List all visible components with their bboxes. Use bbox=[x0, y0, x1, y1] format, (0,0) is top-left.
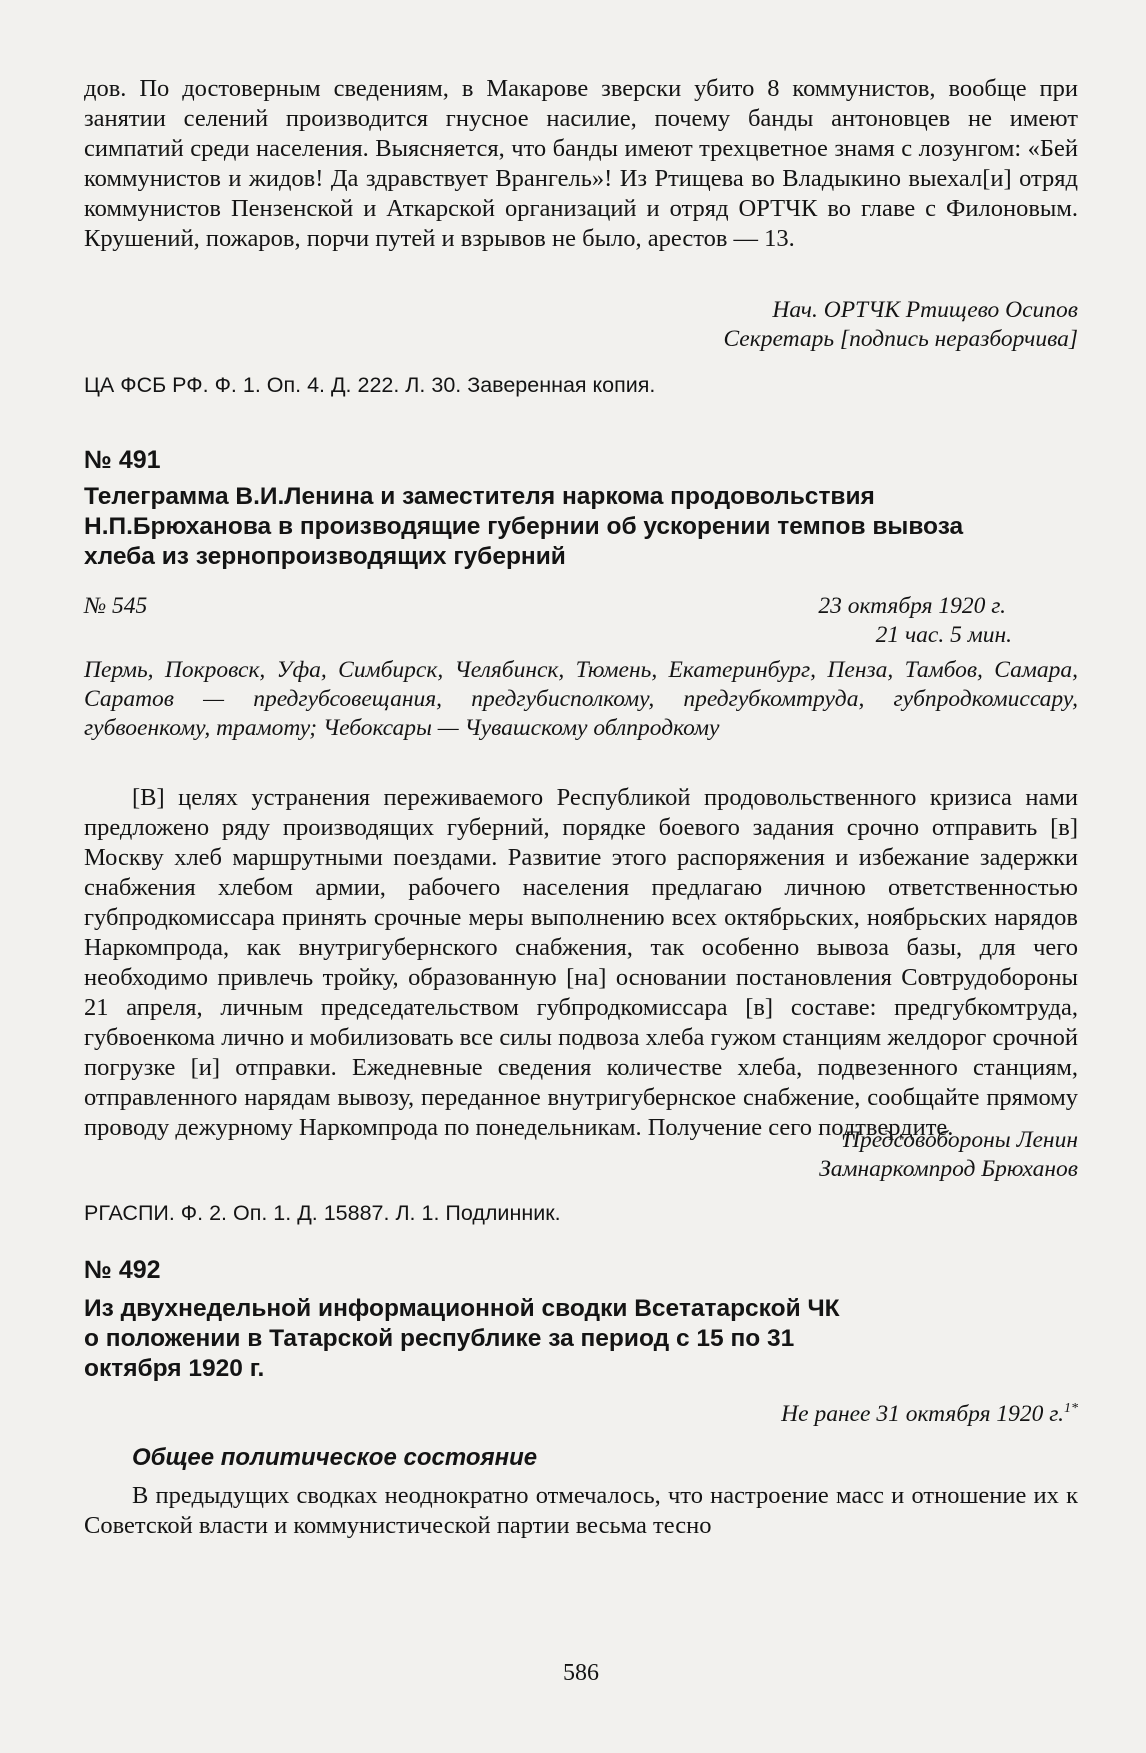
footnote-marker: 1* bbox=[1064, 1401, 1078, 1417]
signature-osipov: Нач. ОРТЧК Ртищево Осипов bbox=[772, 297, 1078, 323]
doc-491-meta bbox=[84, 592, 1078, 621]
doc-492-title: Из двухнедельной информационной сводки Всетатарской ЧК о положении в Татарской республике за период с 15 по 31 октября 1920 г. bbox=[84, 1295, 840, 1382]
doc-491-addressees: Пермь, Покровск, Уфа, Симбирск, Челябинск, Тюмень, Екатеринбург, Пенза, Тамбов, Самара, Саратов — предгубсовещания, предгубисполкому, предгубкомтруда, губпродкомиссару, губвоенкому, трамоту; Чебоксары — Чувашскому облпродкому bbox=[84, 657, 1078, 741]
doc-492-body: В предыдущих сводках неоднократно отмечалось, что настроение масс и отношение их к Советской власти и коммунистической партии весьма тесно bbox=[84, 1482, 1078, 1539]
signature-secretary: Секретарь [подпись неразборчива] bbox=[723, 326, 1078, 352]
signature-lenin: Предсовобороны Ленин bbox=[843, 1127, 1078, 1153]
doc-492-date bbox=[84, 1400, 1078, 1429]
doc-491-number: № 491 bbox=[84, 446, 161, 474]
doc-491-date: 23 октября 1920 г. bbox=[818, 593, 1006, 619]
signature-bryukhanov: Замнаркомпрод Брюханов bbox=[819, 1156, 1078, 1182]
doc-492-subheading: Общее политическое состояние bbox=[132, 1444, 538, 1471]
continuation-text: дов. По достоверным сведениям, в Макарове зверски убито 8 коммунистов, вообще при занятии селений производится гнусное насилие, почему банды антоновцев не имеют симпатий среди населения. Выясняется, что банды имеют трехцветное знамя с лозунгом: «Бей коммунистов и жидов! Да здравствует Врангель»! Из Ртищева во Владыкино выехал[и] отряд коммунистов Пензенской и Аткарской организаций и отряд ОРТЧК во главе с Филоновым. Крушений, пожаров, порчи путей и взрывов не было, арестов — 13. bbox=[84, 75, 1078, 252]
doc-491-title: Телеграмма В.И.Ленина и заместителя наркома продовольствия Н.П.Брюханова в производящие губернии об ускорении темпов вывоза хлеба из зернопроизводящих губерний bbox=[84, 483, 964, 570]
archive-source-2: РГАСПИ. Ф. 2. Оп. 1. Д. 15887. Л. 1. Подлинник. bbox=[84, 1201, 561, 1225]
doc-491-time: 21 час. 5 мин. bbox=[875, 622, 1012, 648]
doc-491-body: [В] целях устранения переживаемого Республикой продовольственного кризиса нами предложено ряду производящих губерний, порядке боевого задания срочно отправить [в] Москву хлеб маршрутными поездами. Развитие этого распоряжения и избежание задержки снабжения хлебом армии, рабочего населения предлагаю личною ответственностью губпродкомиссара принять срочные меры выполнению всех октябрьских, ноябрьских нарядов Наркомпрода, как внутригубернского снабжения, так особенно вывоза базы, для чего необходимо привлечь тройку, образованную [на] основании постановления Совтрудобороны 21 апреля, личным председательством губпродкомиссара [в] составе: предгубкомтруда, губвоенкома лично и мобилизовать все силы подвоза хлеба гужом станциям желдорог срочной погрузке [и] отправки. Ежедневные сведения количестве хлеба, подвезенного станциям, отправленного нарядам вывозу, переданное внутригубернское снабжение, сообщайте прямому проводу дежурному Наркомпрода по понедельникам. Получение сего подтвердите. bbox=[84, 784, 1078, 1141]
document-page bbox=[84, 74, 1078, 1714]
doc-492-number: № 492 bbox=[84, 1256, 161, 1284]
doc-491-reg-number: № 545 bbox=[84, 593, 148, 619]
doc-492-date-text: Не ранее 31 октября 1920 г. bbox=[781, 1401, 1064, 1427]
page-number: 586 bbox=[563, 1660, 599, 1686]
archive-source-1: ЦА ФСБ РФ. Ф. 1. Оп. 4. Д. 222. Л. 30. Заверенная копия. bbox=[84, 373, 656, 397]
